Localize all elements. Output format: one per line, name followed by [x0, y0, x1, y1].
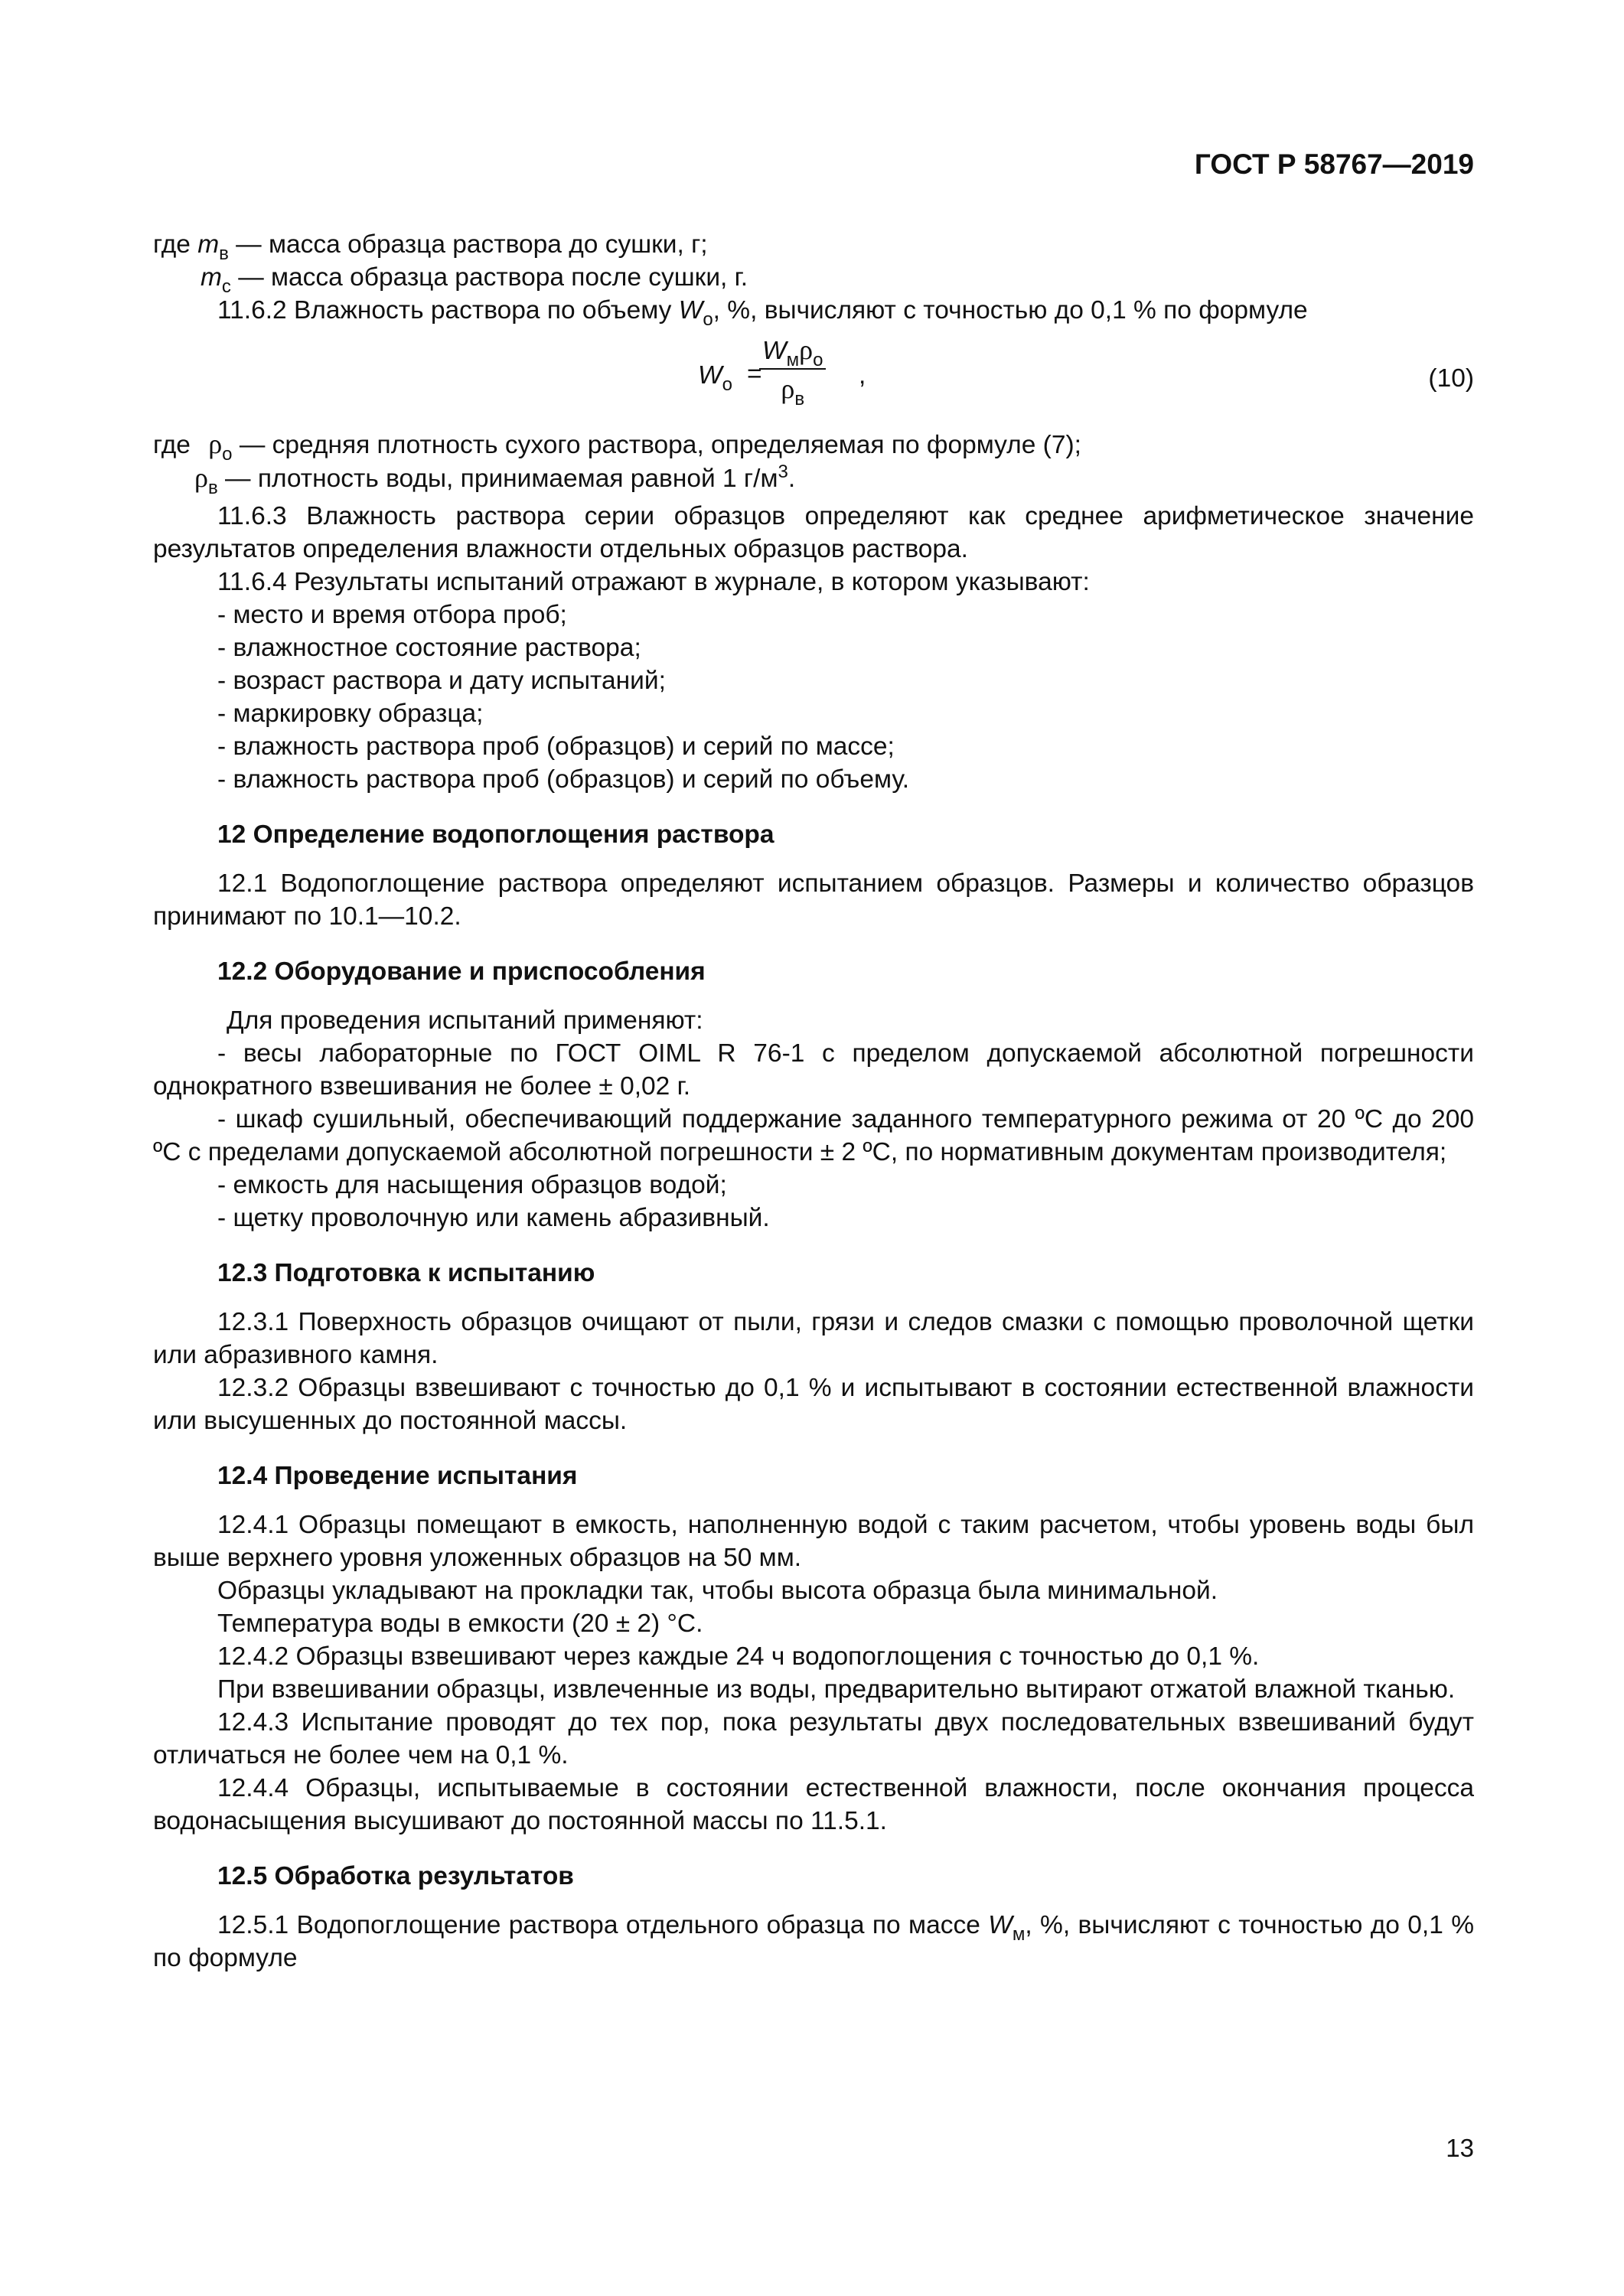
- subscript: о: [222, 444, 233, 465]
- formula-number: (10): [1428, 364, 1474, 393]
- definition-text: — масса образца раствора до сушки, г;: [228, 230, 708, 259]
- page-body: [153, 228, 1474, 1975]
- subscript: в: [219, 243, 229, 264]
- list-item: - влажность раствора проб (образцов) и серий по объему.: [217, 765, 910, 794]
- paragraph-12-4-1b: Образцы укладывают на прокладки так, чтобы высота образца была минимальной.: [217, 1577, 1218, 1605]
- definition-text: — масса образца раствора после сушки, г.: [230, 263, 748, 292]
- paragraph-12-5-1: [153, 1909, 1474, 1975]
- list-item: - влажностное состояние раствора;: [217, 634, 641, 662]
- paragraph-12-4-2b: При взвешивании образцы, извлеченные из воды, предварительно вытирают отжатой влажной тканью.: [217, 1675, 1456, 1704]
- definition-text: — средняя плотность сухого раствора, определяемая по формуле (7);: [232, 431, 1081, 459]
- list-item: - весы лабораторные по ГОСТ OIML R 76-1 с пределом допускаемой абсолютной погрешности однократного взвешивания не более ± 0,02 г.: [153, 1039, 1474, 1101]
- symbol-rho: ρ: [208, 429, 223, 459]
- definition-line: [153, 228, 1474, 264]
- paragraph-text: 11.6.2 Влажность раствора по объему: [217, 296, 679, 325]
- subscript: о: [703, 309, 713, 330]
- list-item: - маркировку образца;: [217, 700, 484, 728]
- section-heading-12-4: 12.4 Проведение испытания: [217, 1462, 578, 1490]
- section-heading-12-2: 12.2 Оборудование и приспособления: [217, 957, 706, 986]
- subscript: м: [1012, 1924, 1026, 1945]
- list-item: - возраст раствора и дату испытаний;: [217, 667, 666, 695]
- list-item: - влажность раствора проб (образцов) и серий по массе;: [217, 732, 895, 761]
- fraction-denominator: [759, 370, 826, 408]
- symbol-w: W: [762, 337, 787, 365]
- paragraph-12-4-1: 12.4.1 Образцы помещают в емкость, наполненную водой с таким расчетом, чтобы уровень воды был выше верхнего уровня уложенных образцов на 50 мм.: [153, 1511, 1474, 1572]
- paragraph-11-6-2: [153, 294, 1474, 330]
- symbol-m: m: [197, 230, 220, 259]
- paragraph-text: , %, вычисляют с точностью до 0,1 % по формуле: [153, 1911, 1474, 1972]
- paragraph-12-4-2: 12.4.2 Образцы взвешивают через каждые 24 ч водопоглощения с точностью до 0,1 %.: [217, 1642, 1260, 1671]
- definition-text: — плотность воды, принимаемая равной 1 г/м: [217, 465, 778, 493]
- formula-10: [153, 333, 1474, 419]
- equals-sign: =: [747, 360, 762, 388]
- paragraph-12-3-1: 12.3.1 Поверхность образцов очищают от пыли, грязи и следов смазки с помощью проволочной щетки или абразивного камня.: [153, 1308, 1474, 1369]
- fraction-numerator: [759, 334, 826, 370]
- paragraph-11-6-4: 11.6.4 Результаты испытаний отражают в журнале, в котором указывают:: [217, 568, 1090, 596]
- paragraph-12-4-4: 12.4.4 Образцы, испытываемые в состоянии естественной влажности, после окончания процесса водонасыщения высушивают до постоянной массы по 11.5.1.: [153, 1774, 1474, 1835]
- paragraph-text: , %, вычисляют с точностью до 0,1 % по формуле: [713, 296, 1308, 325]
- document-code-header: ГОСТ Р 58767—2019: [1194, 148, 1474, 180]
- paragraph-12-4-1c: Температура воды в емкости (20 ± 2) °С.: [217, 1609, 703, 1638]
- paragraph-12-3-2: 12.3.2 Образцы взвешивают с точностью до 0,1 % и испытывают в состоянии естественной влажности или высушенных до постоянной массы.: [153, 1374, 1474, 1435]
- list-item: - щетку проволочную или камень абразивный.: [217, 1204, 770, 1232]
- list-11-6-4: [153, 598, 1474, 796]
- paragraph-12-4-3: 12.4.3 Испытание проводят до тех пор, пока результаты двух последовательных взвешиваний будут отличаться не более чем на 0,1 %.: [153, 1708, 1474, 1769]
- paragraph-text: 12.5.1 Водопоглощение раствора отдельного образца по массе: [217, 1911, 989, 1939]
- symbol-w: W: [698, 361, 722, 390]
- subscript: в: [207, 478, 218, 498]
- paragraph-12-2-intro: Для проведения испытаний применяют:: [227, 1006, 703, 1035]
- superscript: 3: [778, 461, 788, 482]
- where-word: где: [153, 431, 198, 459]
- section-heading-12-3: 12.3 Подготовка к испытанию: [217, 1259, 595, 1287]
- subscript: м: [786, 350, 800, 370]
- subscript: о: [722, 374, 732, 395]
- where-word: где: [153, 230, 198, 259]
- list-item: - шкаф сушильный, обеспечивающий поддержание заданного температурного режима от 20 ºС до 200 ºС с пределами допускаемой абсолютной погрешности ± 2 ºС, по нормативным документам производителя;: [153, 1105, 1474, 1166]
- paragraph-11-6-3: 11.6.3 Влажность раствора серии образцов определяют как среднее арифметическое значение результатов определения влажности отдельных образцов раствора.: [153, 502, 1474, 563]
- definition-line: [153, 261, 1474, 297]
- section-heading-12: 12 Определение водопоглощения раствора: [217, 820, 774, 849]
- subscript: в: [794, 389, 805, 409]
- list-item: - емкость для насыщения образцов водой;: [217, 1171, 727, 1199]
- symbol-rho: ρ: [781, 373, 795, 404]
- subscript: с: [221, 276, 231, 297]
- subscript: о: [813, 350, 823, 370]
- formula-lhs: [698, 359, 732, 395]
- symbol-m: m: [201, 263, 222, 292]
- symbol-w: W: [678, 296, 703, 325]
- page-number: 13: [1446, 2134, 1474, 2162]
- section-heading-12-5: 12.5 Обработка результатов: [217, 1862, 574, 1890]
- definition-text: .: [788, 465, 796, 493]
- formula-comma: ,: [859, 361, 866, 390]
- list-item: - место и время отбора проб;: [217, 601, 567, 629]
- formula-fraction: [759, 334, 826, 408]
- symbol-rho: ρ: [194, 462, 208, 493]
- symbol-rho: ρ: [799, 334, 814, 365]
- definition-line: [153, 461, 1474, 498]
- paragraph-12-1: 12.1 Водопоглощение раствора определяют испытанием образцов. Размеры и количество образцов принимают по 10.1—10.2.: [153, 869, 1474, 931]
- definition-line: [153, 428, 1474, 465]
- symbol-w: W: [988, 1911, 1013, 1939]
